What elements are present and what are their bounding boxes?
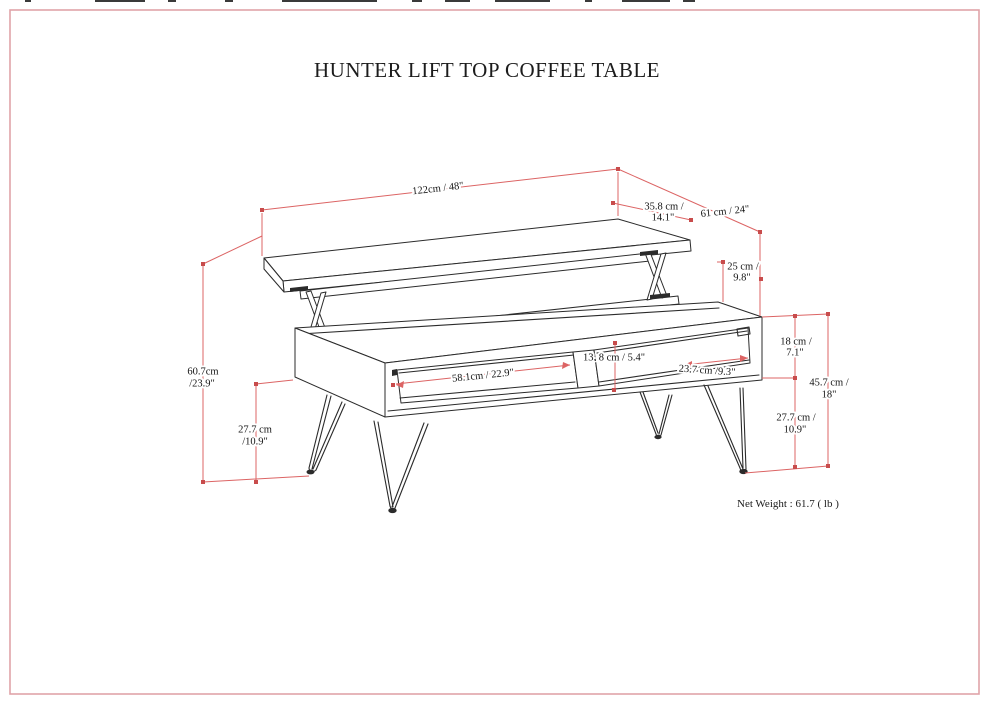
- hairpin-leg-front-right: [704, 385, 748, 474]
- label-body-height-1: 60.7cm: [187, 366, 219, 378]
- dim-bottom-right-line: [745, 466, 828, 473]
- page-title: HUNTER LIFT TOP COFFEE TABLE: [313, 58, 661, 82]
- label-top-depth-1: 35.8 cm /: [644, 201, 684, 213]
- label-cubby-height: 13. 8 cm / 5.4": [582, 352, 646, 364]
- label-depth: 61 cm / 24": [700, 203, 750, 221]
- net-weight: Net Weight : 61.7 ( lb ): [737, 498, 839, 510]
- label-shelf-height-1: 18 cm /: [780, 336, 812, 348]
- leg-foot: [388, 508, 396, 513]
- shelf-peg: [392, 369, 397, 376]
- label-leg-right-2: 10.9": [783, 424, 807, 436]
- dim-depth-line: [618, 169, 760, 232]
- label-shelf-height-2: 7.1": [786, 347, 804, 359]
- label-leg-left-1: 27.7 cm: [238, 424, 272, 436]
- leg-foot: [307, 470, 315, 475]
- dim-lift-line: [717, 262, 723, 302]
- table-body: [295, 302, 762, 417]
- leg-foot: [654, 435, 661, 439]
- label-lift-1: 25 cm /: [727, 261, 759, 273]
- label-top-depth-2: 14.1": [651, 212, 675, 224]
- label-leg-left-2: /10.9": [242, 436, 268, 448]
- label-table-height-2: 18": [821, 389, 837, 401]
- label-cubby-width: 58.1cm / 22.9": [451, 367, 515, 385]
- top-edge-artifacts: [25, 0, 695, 2]
- hairpin-leg-rear-left: [307, 395, 346, 474]
- label-lift-2: 9.8": [733, 272, 751, 284]
- label-leg-right-1: 27.7 cm /: [776, 412, 816, 424]
- hairpin-leg-rear-right: [640, 392, 672, 439]
- label-body-height-2: /23.9": [189, 378, 215, 390]
- label-length: 122cm / 48": [411, 180, 465, 198]
- hairpin-leg-front-left: [374, 421, 428, 513]
- label-cubby-depth: 23.7 cm /9.3": [678, 363, 736, 379]
- label-table-height-1: 45.7 cm /: [809, 377, 849, 389]
